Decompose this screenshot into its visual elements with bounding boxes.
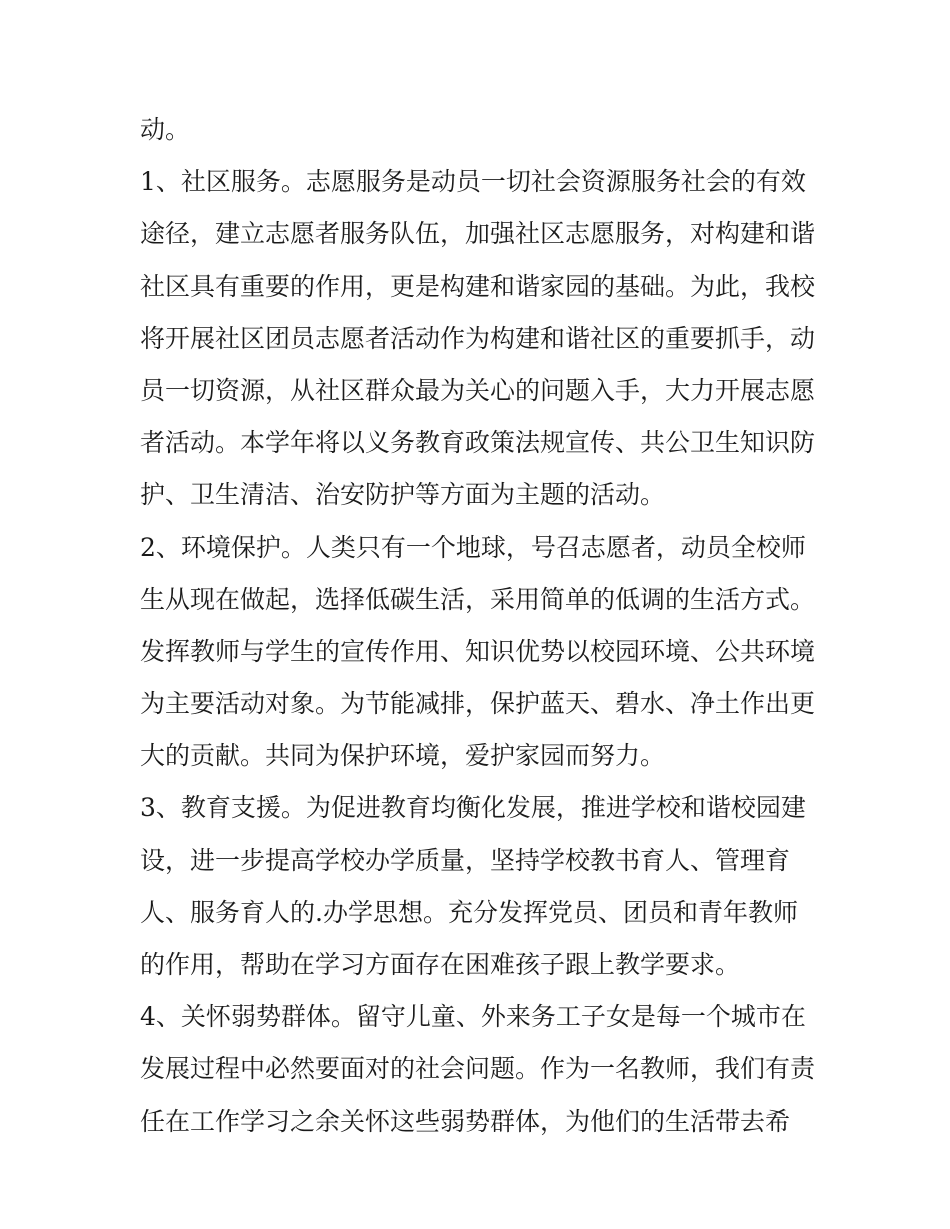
text-line: 设，进一步提高学校办学质量，坚持学校教书育人、管理育 (140, 845, 791, 875)
text-line: 任在工作学习之余关怀这些弱势群体，为他们的生活带去希 (140, 1106, 791, 1136)
text-line: 社区具有重要的作用，更是构建和谐家园的基础。为此，我校 (140, 271, 816, 301)
text-line: 员一切资源，从社区群众最为关心的问题入手，大力开展志愿 (140, 375, 816, 405)
text-line: 人、服务育人的.办学思想。充分发挥党员、团员和青年教师 (140, 897, 798, 927)
text-line: 大的贡献。共同为保护环境，爱护家园而努力。 (140, 741, 666, 771)
text-line: 发展过程中必然要面对的社会问题。作为一名教师，我们有责 (140, 1054, 816, 1084)
text-line: 护、卫生清洁、治安防护等方面为主题的活动。 (140, 480, 666, 510)
text-line: 1、社区服务。志愿服务是动员一切社会资源服务社会的有效 (140, 167, 806, 197)
text-line: 为主要活动对象。为节能减排，保护蓝天、碧水、净土作出更 (140, 689, 816, 719)
text-line: 生从现在做起，选择低碳生活，采用简单的低调的生活方式。 (140, 584, 816, 614)
text-line: 4、关怀弱势群体。留守儿童、外来务工子女是每一个城市在 (140, 1002, 806, 1032)
text-line: 者活动。本学年将以义务教育政策法规宣传、共公卫生知识防 (140, 428, 816, 458)
text-line: 2、环境保护。人类只有一个地球，号召志愿者，动员全校师 (140, 532, 806, 562)
text-line: 将开展社区团员志愿者活动作为构建和谐社区的重要抓手，动 (140, 323, 816, 353)
text-line: 动。 (140, 115, 191, 144)
text-line: 3、教育支援。为促进教育均衡化发展，推进学校和谐校园建 (140, 793, 806, 823)
text-line: 发挥教师与学生的宣传作用、知识优势以校园环境、公共环境 (140, 636, 816, 666)
text-line: 途径，建立志愿者服务队伍，加强社区志愿服务，对构建和谐 (140, 219, 816, 249)
document-body (140, 104, 830, 1148)
text-line: 的作用，帮助在学习方面存在困难孩子跟上教学要求。 (140, 950, 741, 979)
